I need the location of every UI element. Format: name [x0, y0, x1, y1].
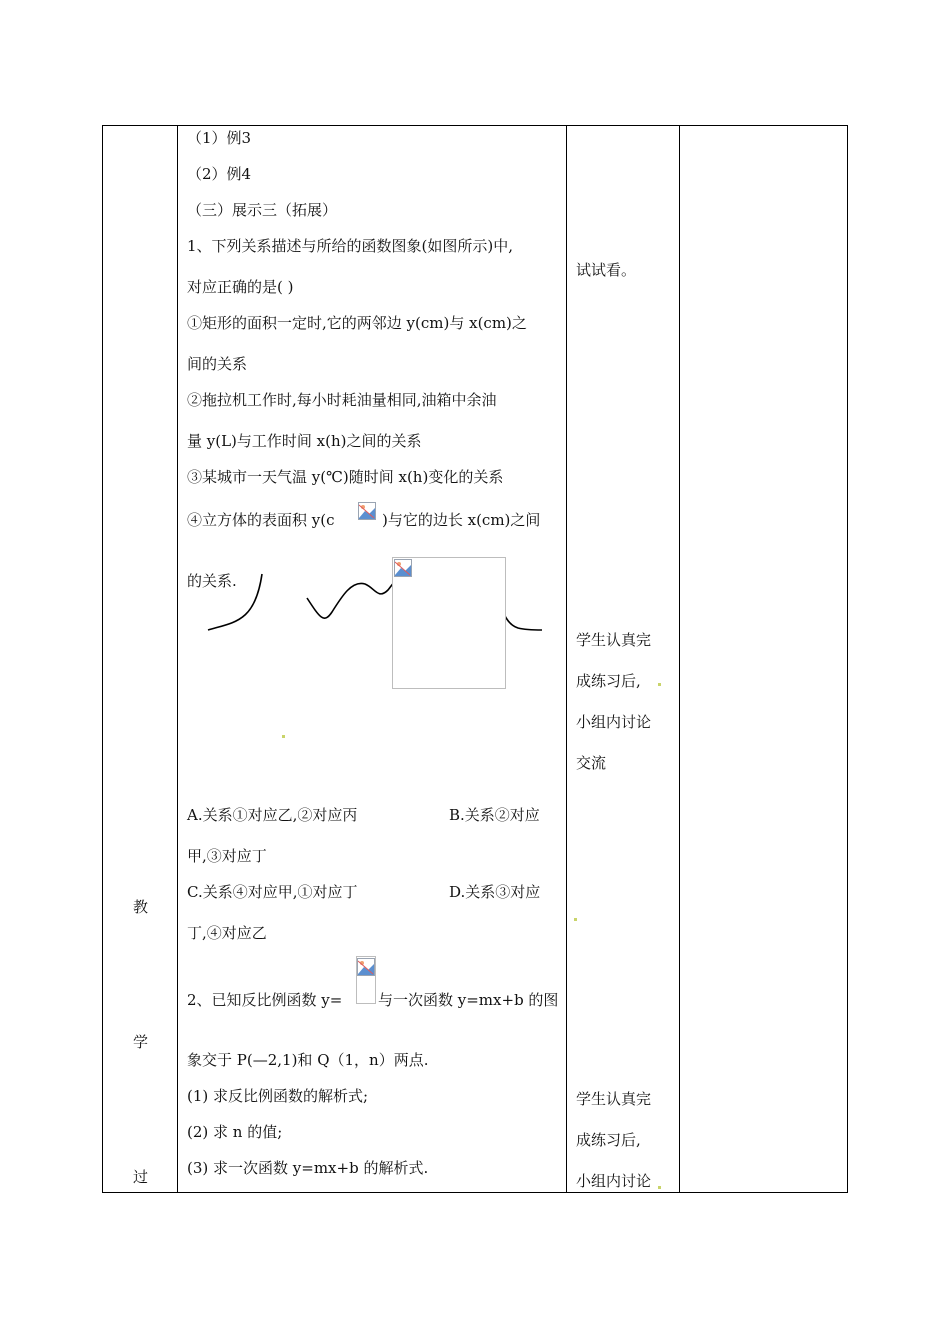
relation-4-line-2: 的关系. [187, 572, 237, 590]
note-1-line-2: 成练习后, [576, 672, 641, 690]
stage-char-2: 学 [133, 1033, 149, 1051]
note-1-line-4: 交流 [576, 754, 607, 772]
graph-curve-wave [307, 582, 398, 618]
note-2-line-2: 成练习后, [576, 1131, 641, 1149]
relation-1-line-1: ①矩形的面积一定时,它的两邻边 y(cm)与 x(cm)之 [187, 314, 527, 332]
graph-curve-increasing [208, 574, 262, 630]
note-1-line-1: 学生认真完 [576, 631, 652, 649]
subquestion-2: (2) 求 n 的值; [187, 1123, 283, 1141]
subquestion-1: (1) 求反比例函数的解析式; [187, 1087, 369, 1105]
fraction-image-placeholder [356, 956, 376, 1004]
option-d: D.关系③对应 [449, 883, 541, 901]
relation-4-suffix: )与它的边长 x(cm)之间 [382, 511, 541, 529]
inline-image-placeholder [356, 500, 380, 524]
column-divider-1 [177, 125, 178, 1193]
option-c: C.关系④对应甲,①对应丁 [187, 883, 358, 901]
column-divider-2 [566, 125, 567, 1193]
broken-image-icon [394, 559, 412, 577]
question-2-suffix: 与一次函数 y=mx+b 的图 [378, 991, 559, 1009]
relation-2-line-2: 量 y(L)与工作时间 x(h)之间的关系 [187, 432, 422, 450]
question-1-line-1: 1、下列关系描述与所给的函数图象(如图所示)中, [187, 237, 514, 255]
option-b-continued: 甲,③对应丁 [187, 847, 267, 865]
marker-dot [658, 1186, 661, 1189]
note-try: 试试看。 [576, 261, 637, 279]
broken-image-icon [357, 958, 375, 976]
question-2-prefix: 2、已知反比例函数 y= [187, 991, 343, 1009]
note-1-line-3: 小组内讨论 [576, 713, 652, 731]
stage-char-3: 过 [133, 1168, 149, 1186]
relation-1-line-2: 间的关系 [187, 355, 248, 373]
option-b: B.关系②对应 [449, 806, 540, 824]
column-divider-3 [679, 125, 680, 1193]
section-heading: （三）展示三（拓展） [187, 201, 338, 219]
marker-dot [658, 683, 661, 686]
relation-4-prefix: ④立方体的表面积 y(c [187, 511, 335, 529]
broken-image-icon [358, 502, 376, 520]
example-3: （1）例3 [187, 129, 252, 147]
relation-2-line-1: ②拖拉机工作时,每小时耗油量相同,油箱中余油 [187, 391, 497, 409]
marker-dot [574, 918, 577, 921]
note-2-line-3: 小组内讨论 [576, 1172, 652, 1190]
option-d-continued: 丁,④对应乙 [187, 924, 267, 942]
graph-image-placeholder [392, 557, 506, 689]
marker-dot [282, 735, 285, 738]
subquestion-3: (3) 求一次函数 y=mx+b 的解析式. [187, 1159, 429, 1177]
stage-char-1: 教 [133, 898, 149, 916]
relation-3: ③某城市一天气温 y(℃)随时间 x(h)变化的关系 [187, 468, 504, 486]
option-a: A.关系①对应乙,②对应丙 [187, 806, 358, 824]
note-2-line-1: 学生认真完 [576, 1090, 652, 1108]
question-1-line-2: 对应正确的是( ) [187, 278, 294, 296]
example-4: （2）例4 [187, 165, 252, 183]
question-2-line-2: 象交于 P(—2,1)和 Q（1，n）两点. [187, 1051, 429, 1069]
